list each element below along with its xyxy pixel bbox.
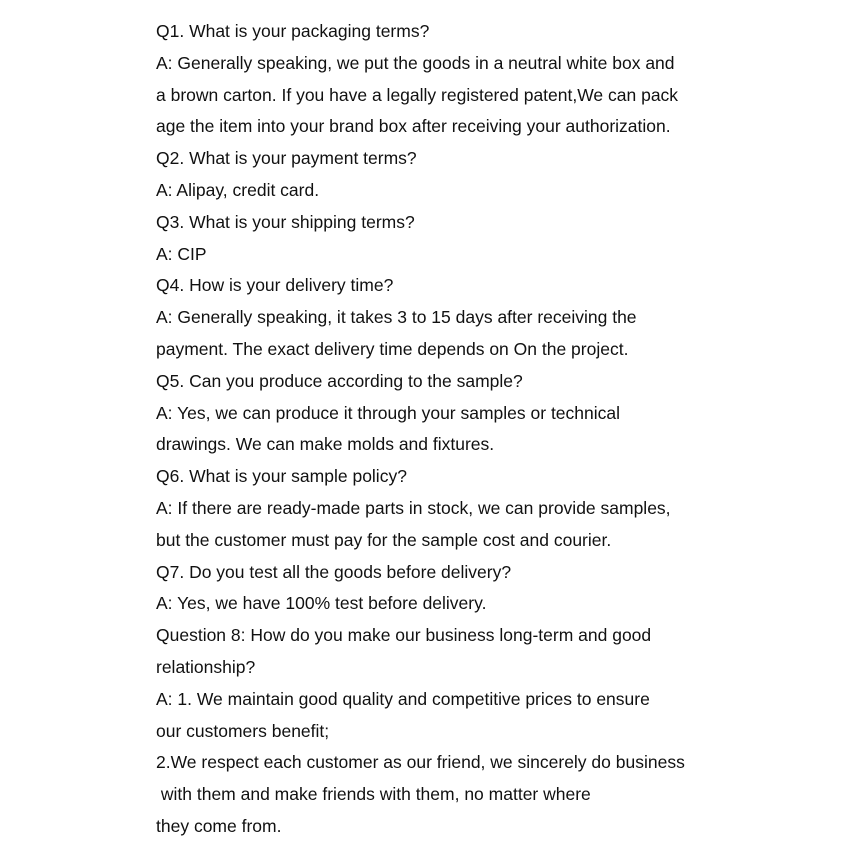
faq-question-2: Q2. What is your payment terms?: [156, 148, 417, 169]
faq-question-8-line-2: relationship?: [156, 656, 256, 677]
faq-question-3: Q3. What is your shipping terms?: [156, 211, 415, 232]
faq-question-1: Q1. What is your packaging terms?: [156, 21, 430, 41]
faq-question-7: Q7. Do you test all the goods before delivery?: [156, 561, 512, 582]
faq-answer-4-line-1: A: Generally speaking, it takes 3 to 15 days after receiving the: [156, 307, 637, 328]
faq-answer-1-line-1: A: Generally speaking, we put the goods in a neutral white box and: [156, 52, 675, 73]
faq-answer-6-line-1: A: If there are ready-made parts in stock, we can provide samples,: [156, 497, 671, 518]
faq-answer-5-line-2: drawings. We can make molds and fixtures.: [156, 434, 495, 455]
faq-answer-8-line-5: they come from.: [156, 815, 282, 836]
faq-answer-3: A: CIP: [156, 243, 207, 264]
faq-answer-2: A: Alipay, credit card.: [156, 179, 320, 200]
faq-question-5: Q5. Can you produce according to the sample?: [156, 370, 523, 391]
faq-answer-6-line-2: but the customer must pay for the sample cost and courier.: [156, 529, 612, 550]
faq-answer-4-line-2: payment. The exact delivery time depends on On the project.: [156, 338, 629, 359]
faq-answer-8-line-3: 2.We respect each customer as our friend, we sincerely do business: [156, 752, 685, 773]
faq-question-4: Q4. How is your delivery time?: [156, 275, 394, 296]
faq-answer-8-line-1: A: 1. We maintain good quality and competitive prices to ensure: [156, 688, 650, 709]
faq-text-block: [156, 16, 796, 843]
faq-question-6: Q6. What is your sample policy?: [156, 466, 407, 487]
faq-question-8-line-1: Question 8: How do you make our business long-term and good: [156, 625, 652, 646]
faq-answer-8-line-4: with them and make friends with them, no matter where: [156, 784, 591, 805]
faq-answer-1-line-3: age the item into your brand box after receiving your authorization.: [156, 116, 671, 137]
faq-answer-1-line-2: a brown carton. If you have a legally registered patent,We can pack: [156, 84, 679, 105]
faq-answer-5-line-1: A: Yes, we can produce it through your samples or technical: [156, 402, 621, 423]
faq-answer-7: A: Yes, we have 100% test before delivery.: [156, 593, 487, 614]
faq-answer-8-line-2: our customers benefit;: [156, 720, 330, 741]
